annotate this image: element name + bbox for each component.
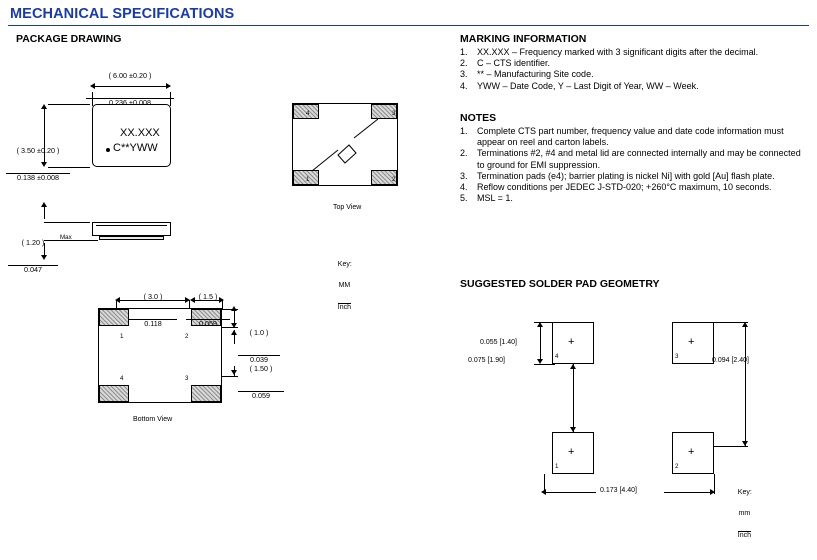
dim-arrow-left [90,83,95,89]
package-key [330,254,352,332]
list-item [460,171,805,182]
height-ref-bottom [44,240,98,241]
list-item-text: Complete CTS part number, frequency value and date code information must appear on reel and carton labels. [477,126,784,148]
list-item [460,182,805,193]
bottom-view-pin-4-label: 4 [120,375,124,382]
list-item-number: 1. [460,126,468,136]
section-notes: NOTES [460,112,497,124]
bottom-view-pad-1 [99,309,129,326]
ext-b1-left [116,300,117,309]
dim-line-b4-lower [234,366,235,376]
marking-line-2: C**YWW [113,142,158,154]
dim-package-length: $\frac{( 6.00 \pm 0.20 )}{0.236 \pm 0.008}$ [86,55,174,125]
dim-line-bottom-spacing-right [664,492,714,493]
list-item-number: 5. [460,193,468,204]
package-key-label: Key: [337,261,352,268]
ext-b3-top [222,309,238,310]
bottom-view-pad-4 [99,385,129,402]
solder-pad-3-center-icon: + [688,336,695,348]
list-item-number: 3. [460,170,468,181]
dim-arrow-down [41,162,47,167]
dim-height-max-label: Max [60,234,72,241]
bottom-view-pin-2-label: 2 [185,333,189,340]
marking-line-1: XX.XXX [120,127,160,139]
top-view-pin-3-label: 3 [392,110,396,117]
dim-line-bottom-1-5 [192,300,222,301]
notes-list [460,126,805,204]
dim-arrow-right [166,83,171,89]
list-item [460,148,805,170]
list-item-text: YWW – Date Code, Y – Last Digit of Year, WW – Week. [477,80,699,91]
list-item-number: 4. [460,80,468,91]
ext-rs-bottom [714,446,748,447]
dim-arrow-ls-down [570,427,576,432]
list-item-number: 1. [460,47,468,57]
section-marking-information: MARKING INFORMATION [460,33,587,45]
top-view-pin-4-label: 4 [306,110,310,117]
ext-b2-right [222,300,223,309]
list-item-text: C – CTS identifier. [477,58,551,69]
dim-left-spacing: 0.075 [1.90] [468,357,505,364]
solder-pad-2-center-icon: + [688,446,695,458]
dim-line-left-spacing-v [573,364,574,432]
top-view-pin-1-label: 1 [306,176,310,183]
dim-package-height: $\frac{( 1.20 )}{0.047}$ [8,222,58,292]
list-item-number: 4. [460,182,468,193]
pin1-dot-icon [106,148,110,152]
top-view-crystal-icon [292,103,402,189]
list-item [460,69,805,80]
dim-bottom-spacing: 0.173 [4.40] [600,487,637,494]
dim-pad-height: 0.055 [1.40] [480,339,517,346]
section-package-drawing: PACKAGE DRAWING [16,33,122,45]
package-key-fraction: $\frac{MM}{\text{Inch}}$ [337,282,352,312]
list-item-number: 3. [460,69,468,80]
bottom-view-pin-3-label: 3 [185,375,189,382]
dim-right-spacing: 0.094 [2.40] [712,357,749,364]
dim-bottom-1-50: $\frac{( 1.50 )}{0.059}$ [238,348,284,418]
solder-pad-key-fraction: $\frac{mm}{\text{Inch}}$ [737,510,752,540]
dim-arrow-up [41,104,47,109]
bottom-view-label: Bottom View [133,416,173,423]
dim-arrow-b4-up [231,330,237,335]
list-item [460,193,805,204]
dim-line-right-spacing [745,326,746,446]
side-view-lid-line [96,225,167,226]
solder-pad-4-center-icon: + [568,336,575,348]
dim-arrow-ls-up [570,364,576,369]
solder-pad-1-label: 1 [555,463,559,470]
ext-bs-left [544,474,545,494]
solder-pad-1-center-icon: + [568,446,575,458]
top-view-label: Top View [333,204,362,211]
height-arrow-down [41,255,47,260]
solder-pad-3-label: 3 [675,353,679,360]
list-item-text: Terminations #2, #4 and metal lid are connected internally and may be connected to ground for EMI suppression. [477,148,801,170]
dim-line-bottom-3-0 [118,300,188,301]
list-item [460,58,805,69]
dim-line-pad-height [540,326,541,360]
height-ref-top [44,222,90,223]
list-item-number: 2. [460,58,468,69]
list-item [460,126,805,148]
list-item [460,81,805,92]
title-divider [8,25,809,26]
dim-line-bottom-spacing-left [544,492,596,493]
ext-line-left [92,92,93,106]
ext-bs-right [714,474,715,494]
height-ext-upper [44,205,45,219]
section-solder-pad: SUGGESTED SOLDER PAD GEOMETRY [460,278,660,290]
marking-list [460,47,805,92]
solder-pad-2-label: 2 [675,463,679,470]
top-view-pin-2-label: 2 [392,176,396,183]
list-item-number: 2. [460,148,468,159]
dim-package-width: $\frac{( 3.50 \pm 0.20 )}{0.138 \pm 0.008}$ [6,130,70,200]
dim-bottom-1-5: $\frac{( 1.5 )}{0.059}$ [186,276,230,346]
ext-line-top [48,104,90,105]
ext-line-right [170,92,171,106]
list-item-text: XX.XXX – Frequency marked with 3 significant digits after the decimal. [477,47,759,57]
ext-rs-top [714,322,748,323]
ext-line-bottom [48,167,90,168]
bottom-view-pin-1-label: 1 [120,333,124,340]
dim-line-length [92,86,170,87]
dim-bottom-1-0: $\frac{( 1.0 )}{0.039}$ [238,312,280,382]
list-item [460,47,805,58]
page-title: MECHANICAL SPECIFICATIONS [10,6,235,22]
solder-pad-4-label: 4 [555,353,559,360]
dim-line-left-spacing [535,364,555,365]
list-item-text: MSL = 1. [477,193,513,204]
dim-line-width [44,108,45,163]
package-side-base [99,236,164,240]
solder-pad-key-label: Key: [737,489,752,496]
dim-arrow-b2-left [190,297,195,303]
list-item-text: Termination pads (e4); barrier plating is nickel Ni] with gold [Au] flash plate. [477,170,775,181]
list-item-text: ** – Manufacturing Site code. [477,69,594,80]
ext-pad-h-top [534,322,554,323]
dim-bottom-3-0: $\frac{( 3.0 )}{0.118}$ [129,276,177,346]
ext-b3-bottom [222,327,238,328]
height-arrow-up [41,202,47,207]
list-item-text: Reflow conditions per JEDEC J-STD-020; +260°C maximum, 10 seconds. [477,182,772,193]
solder-pad-key [730,482,752,560]
ext-b4-bottom [222,376,238,377]
bottom-view-pad-3 [191,385,221,402]
